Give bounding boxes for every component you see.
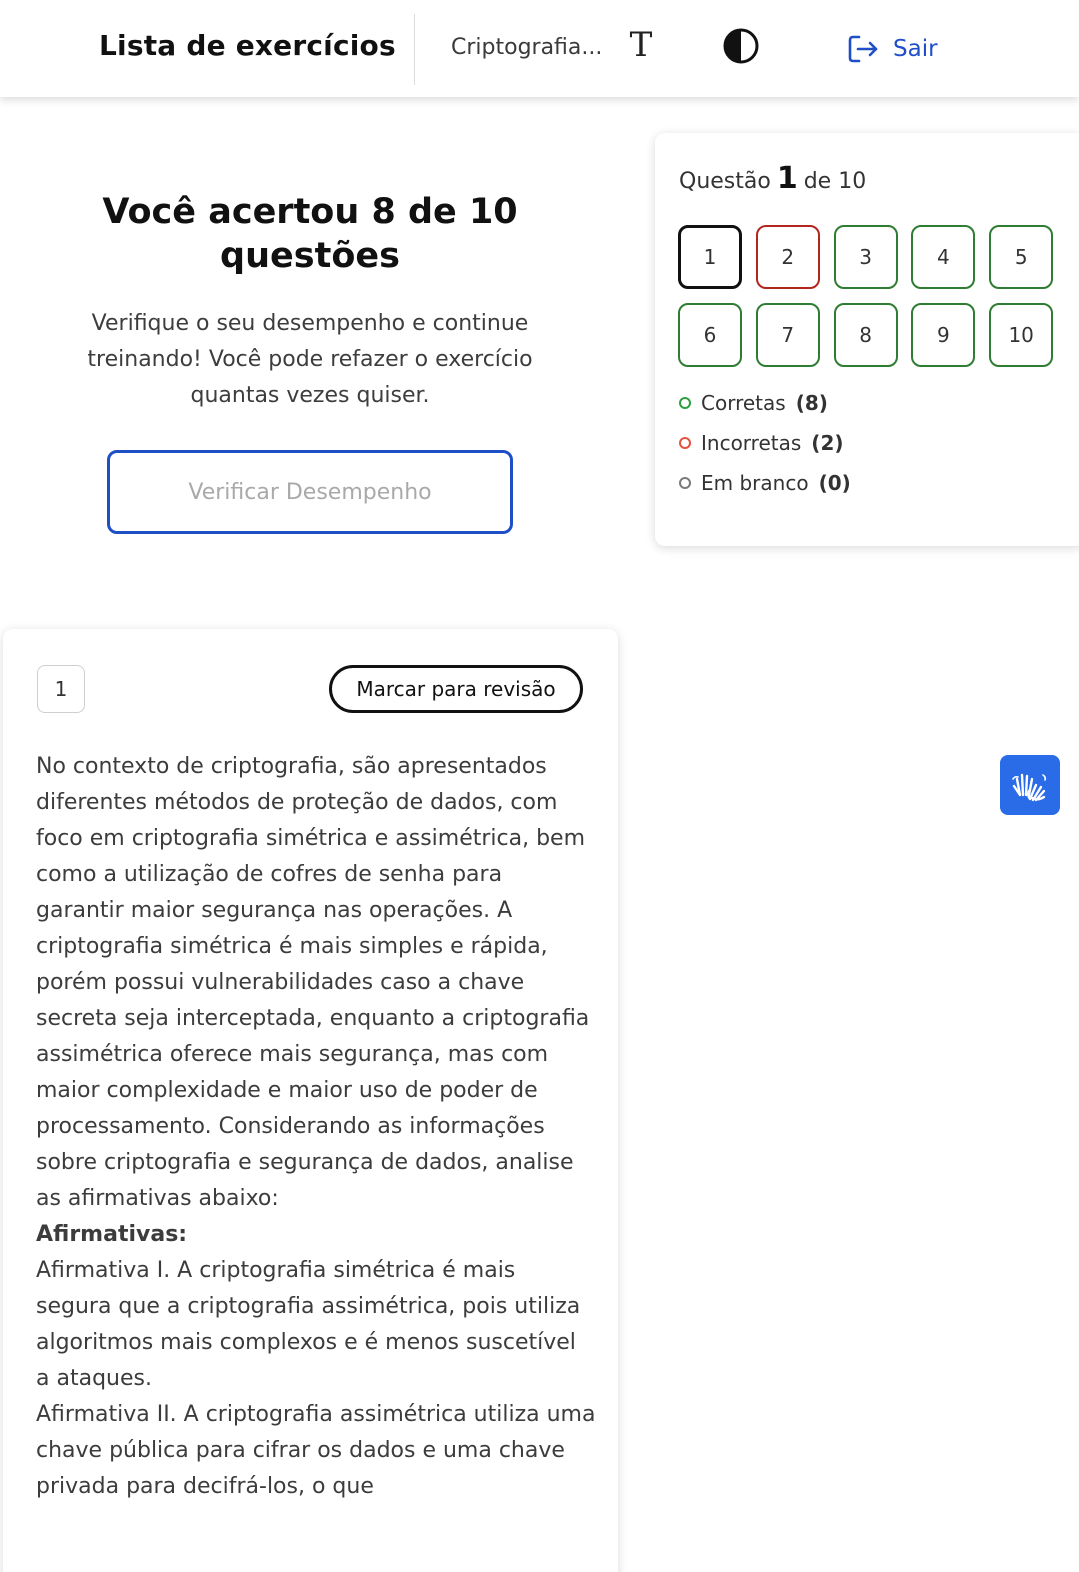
header-divider (414, 14, 415, 85)
navigator-label-suffix: de 10 (803, 169, 867, 194)
question-intro: No contexto de criptografia, são apresentados diferentes métodos de proteção de dados, com foco em criptografia simétrica e assimétrica, bem como a utilização de cofres de senha para garantir maior segurança nas operações. A criptografia simétrica é mais simples e rápida, porém possui vulnerabilidades caso a chave secreta seja interceptada, enquanto a criptografia assimétrica oferece mais segurança, mas com maior complexidade e maior uso de poder de processamento. Considerando as informações sobre criptografia e segurança de dados, analise as afirmativas abaixo: (36, 754, 590, 1211)
logout-icon (845, 31, 881, 67)
question-button[interactable]: 10 (989, 303, 1053, 367)
legend-incorrect-label: Incorretas (701, 431, 802, 455)
mark-for-review-button[interactable]: Marcar para revisão (329, 665, 583, 713)
question-button[interactable]: 6 (678, 303, 742, 367)
result-heading: Você acertou 8 de 10 questões (102, 192, 518, 276)
question-card (3, 629, 618, 1572)
navigator-heading (679, 161, 866, 196)
exit-button[interactable] (845, 29, 938, 69)
legend-incorrect-count: (2) (811, 431, 844, 455)
circle-icon (679, 437, 691, 449)
affirmative-2: Afirmativa II. A criptografia assimétrica utiliza uma chave pública para cifrar os dados e uma chave privada para decifrá-los, o que (36, 1402, 596, 1499)
legend-blank-count: (0) (818, 471, 851, 495)
question-button[interactable]: 1 (678, 225, 742, 289)
circle-icon (679, 477, 691, 489)
question-button[interactable]: 3 (834, 225, 898, 289)
verify-performance-button[interactable]: Verificar Desempenho (107, 450, 513, 534)
question-button[interactable]: 9 (911, 303, 975, 367)
exit-label: Sair (893, 36, 938, 62)
sign-language-icon (1010, 765, 1050, 805)
affirmative-1: Afirmativa I. A criptografia simétrica é mais segura que a criptografia assimétrica, pois utiliza algoritmos mais complexos e é menos suscetível a ataques. (36, 1258, 581, 1391)
page-title: Lista de exercícios (99, 29, 396, 62)
question-grid (678, 225, 1058, 367)
course-name[interactable]: Criptografia... (451, 35, 603, 60)
app-header (0, 0, 1079, 97)
question-button[interactable]: 8 (834, 303, 898, 367)
question-button[interactable]: 4 (911, 225, 975, 289)
affirmatives-title: Afirmativas: (36, 1222, 188, 1247)
circle-icon (679, 397, 691, 409)
legend-incorrect (679, 430, 851, 456)
question-button[interactable]: 5 (989, 225, 1053, 289)
current-question-number: 1 (776, 161, 798, 196)
question-button[interactable]: 2 (756, 225, 820, 289)
question-number-badge: 1 (37, 665, 85, 713)
legend-blank-label: Em branco (701, 471, 809, 495)
legend-correct-count: (8) (795, 391, 828, 415)
question-statement (36, 749, 596, 1505)
sign-language-button[interactable] (1000, 755, 1060, 815)
navigator-label-prefix: Questão (679, 169, 771, 194)
legend-correct-label: Corretas (701, 391, 786, 415)
question-button[interactable]: 7 (756, 303, 820, 367)
legend-blank (679, 470, 851, 496)
result-description: Verifique o seu desempenho e continue treinando! Você pode refazer o exercício quantas vezes quiser. (87, 311, 533, 408)
question-navigator (655, 133, 1079, 546)
font-size-icon[interactable]: T (629, 25, 653, 65)
legend-correct (679, 390, 851, 416)
status-legend (679, 390, 851, 510)
contrast-icon[interactable] (722, 27, 760, 65)
